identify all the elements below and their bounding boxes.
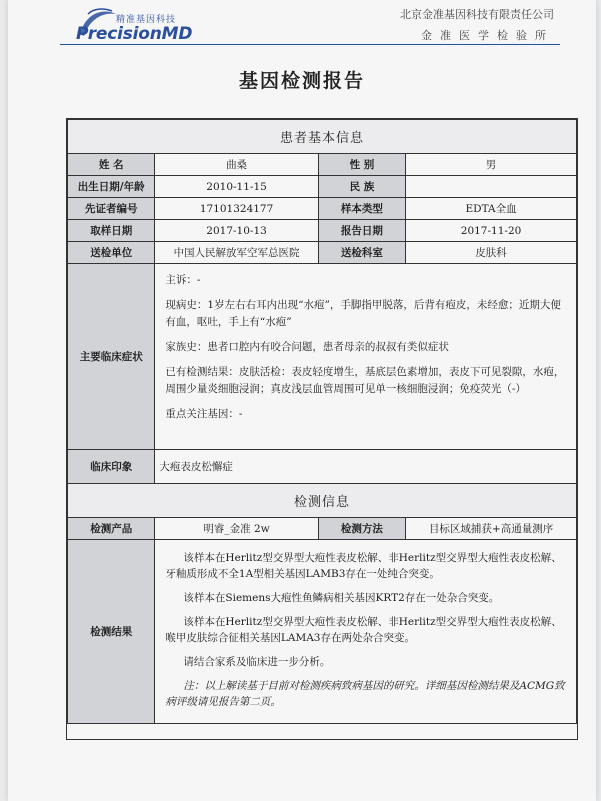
sample-type-value: EDTA全血 — [406, 198, 577, 220]
company-block — [400, 6, 554, 43]
header-divider — [60, 44, 560, 45]
sample-type-label: 样本类型 — [318, 198, 405, 220]
sex-value: 男 — [406, 154, 577, 176]
test-info-section-title: 检测信息 — [68, 484, 577, 518]
results-label: 检测结果 — [68, 540, 155, 724]
info-row-dates — [68, 220, 577, 242]
key-genes: 重点关注基因：- — [165, 408, 243, 420]
collect-date-label: 取样日期 — [68, 220, 155, 242]
symptoms-row — [68, 264, 577, 450]
impression-row — [68, 450, 577, 484]
product-value: 明睿_金准 2w — [155, 518, 318, 540]
report-date-value: 2017-11-20 — [406, 220, 577, 242]
name-value: 曲桑 — [155, 154, 318, 176]
product-label: 检测产品 — [68, 518, 155, 540]
result-note: 注：以上解读基于目前对检测疾病致病基因的研究。详细基因检测结果及ACMG致病评级请见报告第二页。 — [165, 680, 565, 708]
method-label: 检测方法 — [318, 518, 405, 540]
results-row — [68, 540, 577, 724]
company-logo — [74, 6, 204, 46]
dob-value: 2010-11-15 — [155, 176, 318, 198]
company-department: 金准医学检验所 — [421, 29, 554, 42]
ethnicity-label: 民 族 — [318, 176, 405, 198]
impression-label: 临床印象 — [68, 450, 155, 484]
ethnicity-value — [406, 176, 577, 198]
logo-chinese-text: 精准基因科技 — [116, 15, 177, 25]
collect-date-value: 2017-10-13 — [155, 220, 318, 242]
product-row — [68, 518, 577, 540]
dob-label: 出生日期/年龄 — [68, 176, 155, 198]
impression-value: 大疱表皮松懈症 — [155, 450, 577, 484]
patient-info-table — [67, 119, 577, 724]
exam-results: 已有检测结果：皮肤活检：表皮轻度增生，基底层色素增加，表皮下可见裂隙，水疱，周围少量炎细胞浸润；真皮浅层血管周围可见单一核细胞浸润；免疫荧光（-） — [165, 366, 565, 395]
present-history: 现病史：1岁左右右耳内出现“水疱”，手脚指甲脱落，后背有疱皮，未经愈；近期大便有血，呕吐，手上有“水疱” — [165, 299, 561, 328]
department-value: 皮肤科 — [406, 242, 577, 264]
result-paragraph-4: 请结合家系及临床进一步分析。 — [183, 656, 331, 668]
info-row-sender — [68, 242, 577, 264]
chief-complaint: 主诉：- — [165, 274, 201, 286]
proband-value: 17101324177 — [155, 198, 318, 220]
result-paragraph-2: 该样本在Siemens大疱性鱼鳞病相关基因KRT2存在一处杂合突变。 — [183, 592, 500, 604]
info-row-dob — [68, 176, 577, 198]
proband-label: 先证者编号 — [68, 198, 155, 220]
name-label: 姓 名 — [68, 154, 155, 176]
result-paragraph-1: 该样本在Herlitz型交界型大疱性表皮松解、非Herlitz型交界型大疱性表皮松解、牙釉质形成不全1A型相关基因LAMB3存在一处纯合突变。 — [165, 552, 562, 580]
sex-label: 性 别 — [318, 154, 405, 176]
method-value: 目标区域捕获+高通量测序 — [406, 518, 577, 540]
department-label: 送检科室 — [318, 242, 405, 264]
company-name: 北京金准基因科技有限责任公司 — [400, 8, 554, 21]
info-row-proband — [68, 198, 577, 220]
logo-english-text: PrecisionMD — [76, 24, 193, 44]
sender-label: 送检单位 — [68, 242, 155, 264]
family-history: 家族史：患者口腔内有咬合问题，患者母亲的叔叔有类似症状 — [165, 341, 449, 353]
symptoms-label: 主要临床症状 — [68, 264, 155, 450]
result-paragraph-3: 该样本在Herlitz型交界型大疱性表皮松解、非Herlitz型交界型大疱性表皮松解、喉甲皮肤综合征相关基因LAMA3存在两处杂合突变。 — [165, 616, 562, 644]
symptoms-content — [155, 264, 577, 450]
sender-value: 中国人民解放军空军总医院 — [155, 242, 318, 264]
patient-info-section-title: 患者基本信息 — [68, 120, 577, 154]
report-title: 基因检测报告 — [238, 70, 365, 92]
report-date-label: 报告日期 — [318, 220, 405, 242]
results-content — [155, 540, 577, 724]
info-row-name — [68, 154, 577, 176]
report-frame — [66, 118, 578, 740]
report-page — [8, 0, 596, 801]
